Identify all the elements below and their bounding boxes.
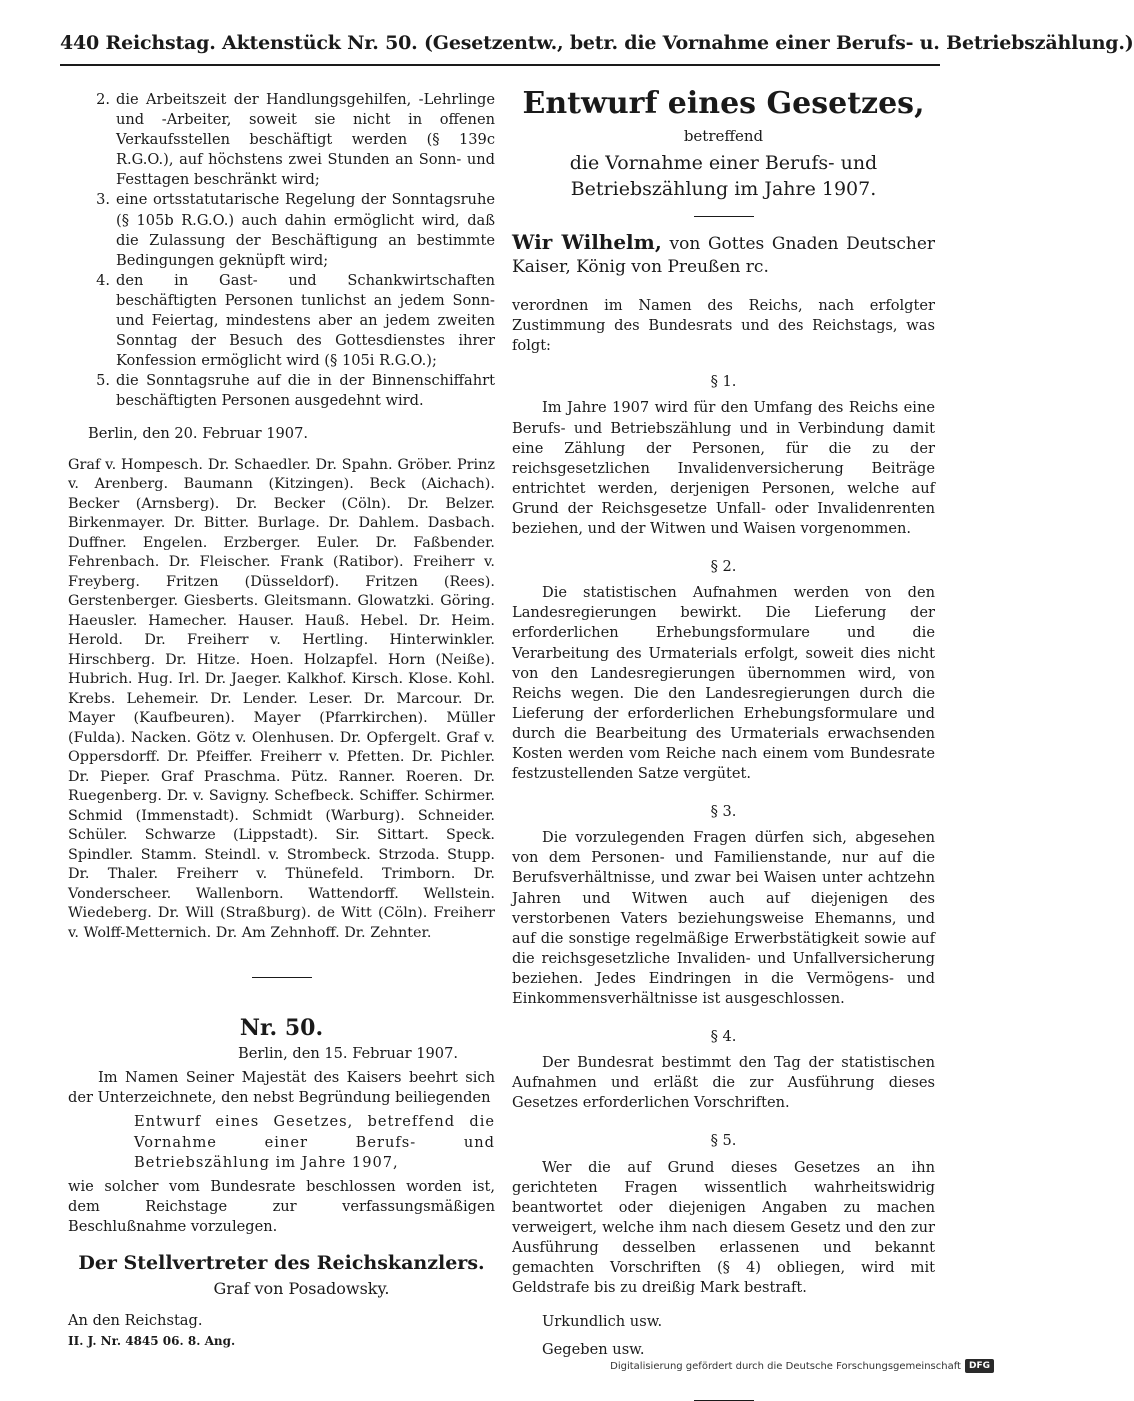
left-column [68, 90, 495, 1351]
motion-date: Berlin, den 20. Februar 1907. [88, 424, 308, 442]
section-text: Die statistischen Aufnahmen werden von den Landesregierungen bewirkt. Die Lieferung der erforderlichen Erhebungsformulare und die Verarbeitung des Urmaterials erfolgt, soweit dies nicht von den Landesregierungen übernommen wird, von Reichs wegen. Die den Landesregierungen durch die Lieferung der erforderlichen Erhebungsformulare und durch die Bearbeitung des Urmaterials erwachsenden Kosten werden vom Reiche nach einem vom Bundesrate festzustellenden Satze vergütet. [512, 584, 935, 783]
preamble [512, 231, 935, 279]
list-item [68, 271, 495, 371]
list-item [68, 190, 495, 270]
section-heading: § 2. [710, 558, 737, 576]
funding-note-text: Digitalisierung gefördert durch die Deutsche Forschungsgemeinschaft [610, 1360, 961, 1372]
letter-body: wie solcher vom Bundesrate beschlossen worden ist, dem Reichstage zur verfassungsmäßigen Beschlußnahme vorzulegen. [68, 1177, 495, 1235]
list-item [68, 371, 495, 411]
letter-date: Berlin, den 15. Februar 1907. [238, 1045, 458, 1063]
title-divider [694, 216, 754, 217]
addressee: An den Reichstag. [68, 1312, 203, 1330]
dfg-logo: DFG [965, 1359, 994, 1373]
bill-subject: die Vornahme einer Berufs- und Betriebszählung im Jahre 1907. [569, 152, 878, 201]
bill-reference: Entwurf eines Gesetzes, betreffend die Vornahme einer Berufs- und Betriebszählung im Jahre 1907, [134, 1113, 495, 1171]
page-header: 440 Reichstag. Aktenstück Nr. 50. (Gesetzentw., betr. die Vornahme einer Berufs- u. Betriebszählung.) [60, 32, 1134, 54]
signatory-name: Graf von Posadowsky. [213, 1279, 390, 1299]
section-text: Wer die auf Grund dieses Gesetzes an ihn gerichteten Fragen wissentlich wahrheitswidrig beantwortet oder diejenigen Angaben zu machen verweigert, welche ihm nach diesem Gesetz und den zur Ausführung desselben erlassenen und bekannt gemachten Vorschriften (§ 4) obliegen, wird mit Geldstrafe bis zu dreißig Mark bestraft. [512, 1158, 935, 1297]
list-item-number: 4. [96, 271, 110, 289]
preamble-title: von Gottes Gnaden Deutscher Kaiser, König von Preußen rc. [512, 234, 936, 278]
section-text: Die vorzulegenden Fragen dürfen sich, abgesehen von dem Personen- und Familienstande, nur auf die Berufsverhältnisse, und zwar bei Waisen unter achtzehn Jahren und Witwen auch auf diejenigen des verstorbenen Vaters beziehungsweise Ehemanns, und auf die sonstige regelmäßige Erwerbstätigkeit sowie auf die reichsgesetzliche Invaliden- und Unfallversicherung beziehen. Jedes Eindringen in die Vermögens- und Einkommensverhältnisse ist ausgeschlossen. [512, 829, 935, 1007]
closing-gegeben: Gegeben usw. [542, 1341, 645, 1359]
right-column [512, 86, 935, 1401]
document-number-title: Nr. 50. [239, 1015, 324, 1042]
section-text: Im Jahre 1907 wird für den Umfang des Reichs eine Berufs- und Betriebszählung und in Verbindung damit eine Zählung der Personen, für die zu der reichsgesetzlichen Invalidenversicherung Beiträge entrichtet werden, derjenigen Personen, welche auf Grund der Reichsgesetze Unfall- oder Invalidenrenten beziehen, und der Witwen und Waisen vorgenommen. [512, 399, 935, 538]
signers-list: Graf v. Hompesch. Dr. Schaedler. Dr. Spahn. Gröber. Prinz v. Arenberg. Baumann (Kitzingen). Beck (Aichach). Becker (Arnsberg). Dr. Becker (Cöln). Dr. Belzer. Birkenmayer. Dr. Bitter. Burlage. Dr. Dahlem. Dasbach. Duffner. Engelen. Erzberger. Euler. Dr. Faßbender. Fehrenbach. Dr. Fleischer. Frank (Ratibor). Freiherr v. Freyberg. Fritzen (Düsseldorf). Fritzen (Rees). Gerstenberger. Giesberts. Gleitsmann. Glowatzki. Göring. Haeusler. Hamecher. Hauser. Hauß. Hebel. Dr. Heim. Herold. Dr. Freiherr v. Hertling. Hinterwinkler. Hirschberg. Dr. Hitze. Hoen. Holzapfel. Horn (Neiße). Hubrich. Hug. Irl. Dr. Jaeger. Kalkhof. Kirsch. Klose. Kohl. Krebs. Lehemeir. Dr. Lender. Leser. Dr. Marcour. Dr. Mayer (Kaufbeuren). Mayer (Pfarrkirchen). Müller (Fulda). Nacken. Götz v. Olenhusen. Dr. Opfergelt. Graf v. Oppersdorff. Dr. Pfeiffer. Freiherr v. Pfetten. Dr. Pichler. Dr. Pieper. Graf Praschma. Pütz. Ranner. Roeren. Dr. Ruegenberg. Dr. v. Savigny. Schefbeck. Schiffer. Schirmer. Schmid (Immenstadt). Schmidt (Warburg). Schneider. Schüler. Schwarze (Lippstadt). Sir. Sittart. Speck. Spindler. Stamm. Steindl. v. Strombeck. Strzoda. Stupp. Dr. Thaler. Freiherr v. Thünefeld. Trimborn. Dr. Vonderscheer. Wallenborn. Wattendorff. Wellstein. Wiedeberg. Dr. Will (Straßburg). de Witt (Cöln). Freiherr v. Wolff-Metternich. Dr. Am Zehnhoff. Dr. Zehnter. [68, 456, 495, 941]
bill-title: Entwurf eines Gesetzes, [522, 86, 925, 121]
section-heading: § 1. [710, 373, 737, 391]
header-rule [60, 64, 940, 66]
list-item-text: den in Gast- und Schankwirtschaften beschäftigten Personen tunlichst an jedem Sonn- und Feiertag, mindestens aber an jedem zweiten Sonntag der Besuch des Gottesdienstes ihrer Konfession ermöglicht wird (§ 105i R.G.O.); [116, 271, 495, 370]
list-item-number: 5. [96, 372, 110, 390]
signatory-title: Der Stellvertreter des Reichskanzlers. [78, 1252, 485, 1275]
section-text: Der Bundesrat bestimmt den Tag der statistischen Aufnahmen und erläßt die zur Ausführung dieses Gesetzes erforderlichen Vorschriften. [512, 1054, 935, 1112]
preamble-name: Wir Wilhelm, [512, 230, 662, 255]
reference-number: II. J. Nr. 4845 06. 8. Ang. [68, 1334, 236, 1349]
enactment-clause: verordnen im Namen des Reichs, nach erfolgter Zustimmung des Bundesrats und des Reichstags, was folgt: [512, 297, 935, 355]
list-item-text: eine ortsstatutarische Regelung der Sonntagsruhe (§ 105b R.G.O.) auch dahin ermöglicht wird, daß die Zulassung der Beschäftigung an bestimmte Bedingungen geknüpft wird; [116, 191, 495, 269]
demands-list [68, 90, 495, 412]
closing-urkundlich: Urkundlich usw. [542, 1313, 663, 1331]
list-item [68, 90, 495, 190]
letter-intro: Im Namen Seiner Majestät des Kaisers beehrt sich der Unterzeichnete, den nebst Begründung beiliegenden [68, 1069, 495, 1107]
funding-note [610, 1359, 994, 1373]
section-heading: § 3. [710, 803, 737, 821]
section-divider [252, 977, 312, 978]
section-heading: § 4. [710, 1028, 737, 1046]
list-item-number: 2. [96, 91, 110, 108]
list-item-text: die Sonntagsruhe auf die in der Binnenschiffahrt beschäftigten Personen ausgedehnt wird. [116, 372, 495, 410]
list-item-number: 3. [96, 191, 110, 209]
list-item-text: die Arbeitszeit der Handlungsgehilfen, -Lehrlinge und -Arbeiter, soweit sie nicht in offenen Verkaufsstellen beschäftigt werden (§ 139c R.G.O.), auf höchstens zwei Stunden an Sonn- und Festtagen beschränkt wird; [116, 91, 495, 189]
section-heading: § 5. [710, 1132, 737, 1150]
bill-betreffend: betreffend [683, 127, 764, 145]
